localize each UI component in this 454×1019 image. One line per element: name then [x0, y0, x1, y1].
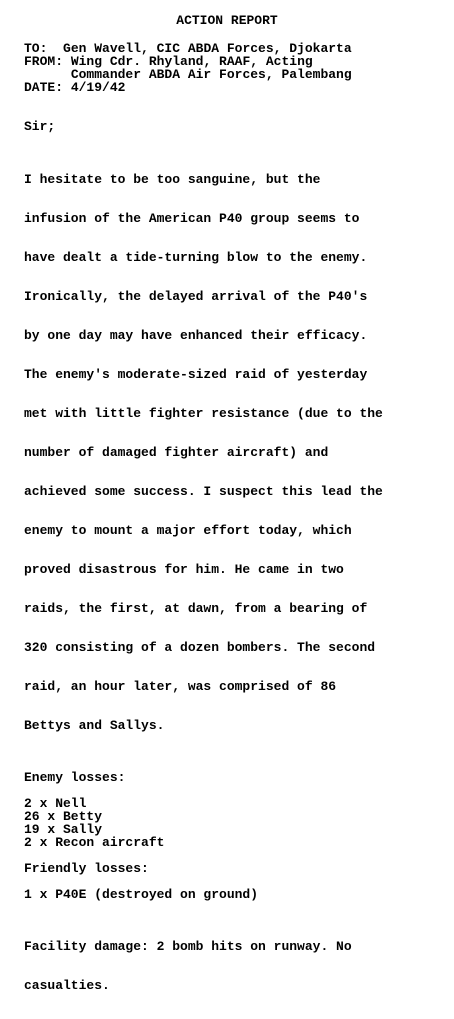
facility-damage-line: casualties.	[24, 978, 110, 993]
body-line: proved disastrous for him. He came in two	[24, 562, 344, 577]
facility-damage-line: Facility damage: 2 bomb hits on runway. No	[24, 939, 352, 954]
body-line: raids, the first, at dawn, from a bearing of	[24, 601, 368, 616]
to-value: Gen Wavell, CIC ABDA Forces, Djokarta	[63, 41, 352, 56]
spacer	[24, 901, 444, 914]
date-line	[24, 81, 444, 94]
body-line: achieved some success. I suspect this lead the	[24, 484, 383, 499]
list-item: 26 x Betty	[24, 809, 103, 824]
action-report	[24, 14, 444, 1018]
body-line: by one day may have enhanced their efficacy.	[24, 328, 368, 343]
body-line: Ironically, the delayed arrival of the P40's	[24, 289, 368, 304]
date-value: 4/19/42	[70, 80, 126, 95]
from-value-1: Wing Cdr. Rhyland, RAAF, Acting	[70, 54, 313, 69]
body-line: number of damaged fighter aircraft) and	[24, 445, 329, 460]
list-item: 2 x Recon aircraft	[24, 835, 165, 850]
from-label: FROM:	[24, 54, 64, 69]
body-line: The enemy's moderate-sized raid of yesterday	[24, 367, 368, 382]
list-item: 2 x Nell	[24, 796, 87, 811]
friendly-losses-heading: Friendly losses:	[24, 861, 149, 876]
spacer	[24, 758, 444, 771]
report-header	[24, 42, 444, 94]
body-line: 320 consisting of a dozen bombers. The second	[24, 640, 376, 655]
report-body	[24, 147, 444, 758]
to-label: TO:	[24, 41, 48, 56]
body-line: enemy to mount a major effort today, which	[24, 523, 352, 538]
list-item: 19 x Sally	[24, 822, 103, 837]
spacer	[24, 875, 444, 888]
enemy-losses-heading: Enemy losses:	[24, 770, 126, 785]
body-line: met with little fighter resistance (due to the	[24, 406, 383, 421]
salutation: Sir;	[24, 119, 56, 134]
spacer	[24, 784, 444, 797]
body-line: have dealt a tide-turning blow to the enemy.	[24, 250, 368, 265]
from-value-2: Commander ABDA Air Forces, Palembang	[70, 67, 352, 82]
body-line: I hesitate to be too sanguine, but the	[24, 172, 321, 187]
date-label: DATE:	[24, 80, 64, 95]
body-line: raid, an hour later, was comprised of 86	[24, 679, 337, 694]
list-item: 1 x P40E (destroyed on ground)	[24, 887, 259, 902]
body-line: Bettys and Sallys.	[24, 718, 165, 733]
spacer	[24, 849, 444, 862]
report-title: ACTION REPORT	[176, 13, 278, 28]
body-line: infusion of the American P40 group seems to	[24, 211, 360, 226]
facility-damage	[24, 914, 444, 1018]
friendly-losses-list	[24, 888, 444, 901]
enemy-losses-list	[24, 797, 444, 849]
